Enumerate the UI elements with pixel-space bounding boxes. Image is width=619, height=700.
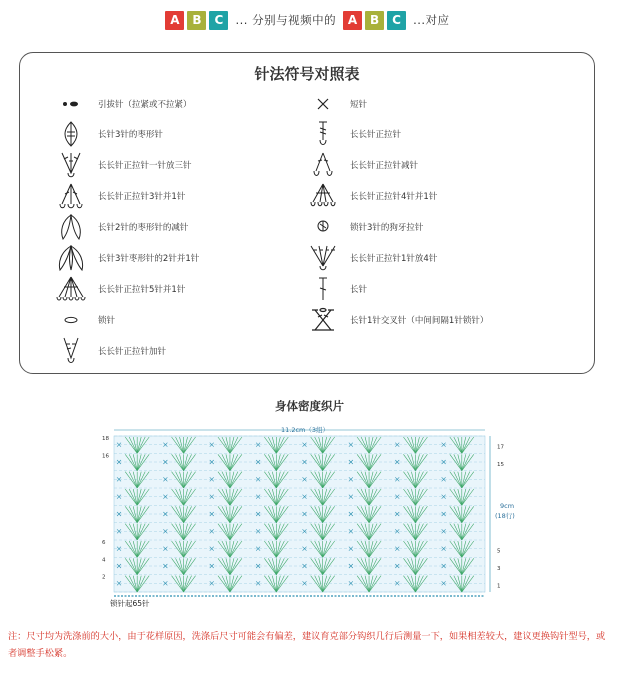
row-number-right: 15 bbox=[497, 462, 504, 468]
row-number-right: 5 bbox=[497, 548, 501, 555]
symbol-row-right-4 bbox=[310, 212, 423, 242]
crossed-dc-icon bbox=[310, 305, 336, 335]
fpdc-3inc-icon bbox=[58, 150, 84, 180]
label-box-b-video: B bbox=[365, 11, 384, 30]
label-box-c-video: C bbox=[387, 11, 406, 30]
dc3-puff-2tog-icon bbox=[58, 243, 84, 273]
symbol-row-left-1 bbox=[58, 119, 163, 149]
symbol-row-right-1 bbox=[310, 119, 401, 149]
label-box-c: C bbox=[209, 11, 228, 30]
symbol-label: 长针2针的枣形针的减针 bbox=[98, 223, 189, 233]
height-label-line2: (18行) bbox=[495, 512, 515, 520]
symbol-label: 锁针3针的狗牙拉针 bbox=[350, 223, 424, 233]
fptr-4tog-icon bbox=[310, 181, 336, 211]
fptr-icon bbox=[310, 119, 336, 149]
symbol-row-left-8 bbox=[58, 336, 166, 366]
row-number-left: 2 bbox=[102, 574, 106, 581]
dc3-puff-icon bbox=[58, 119, 84, 149]
symbol-row-left-4 bbox=[58, 212, 188, 242]
fptr-5tog-icon bbox=[58, 274, 84, 304]
symbol-row-right-7 bbox=[310, 305, 488, 335]
symbol-row-left-6 bbox=[58, 274, 185, 304]
label-box-b: B bbox=[187, 11, 206, 30]
symbol-row-left-7 bbox=[58, 305, 115, 335]
symbol-label: 长长针正拉针3针并1针 bbox=[98, 192, 186, 202]
symbol-row-left-0 bbox=[58, 89, 192, 119]
width-label: 11.2cm（3组） bbox=[280, 426, 330, 434]
swatch-chart bbox=[100, 424, 530, 610]
chain3-picot-icon bbox=[310, 212, 336, 242]
symbol-label: 长长针正拉针加针 bbox=[98, 347, 167, 357]
symbol-label: 长长针正拉针1针放4针 bbox=[350, 254, 438, 264]
symbol-label: 长长针正拉针 bbox=[350, 130, 402, 140]
legend-text-end: ...对应 bbox=[413, 13, 450, 27]
symbol-label: 长针3针的枣形针 bbox=[98, 130, 163, 140]
row-number-left: 18 bbox=[102, 436, 109, 442]
symbol-row-right-5 bbox=[310, 243, 437, 273]
washing-note: 注：尺寸均为洗涤前的大小，由于花样原因，洗涤后尺寸可能会有偏差，建议育克部分钩织几行后测量一下，如果相差较大，建议更换钩针型号，或者调整手松紧。 bbox=[8, 631, 606, 659]
symbol-label: 长长针正拉针一针放三针 bbox=[98, 161, 192, 171]
single-crochet-icon bbox=[310, 89, 336, 119]
row-number-left: 6 bbox=[102, 540, 106, 546]
fptr-dec-icon bbox=[310, 150, 336, 180]
symbol-row-right-0 bbox=[310, 89, 367, 119]
label-box-a-video: A bbox=[343, 11, 362, 30]
symbol-label: 锁针 bbox=[98, 316, 116, 326]
fptr-inc-icon bbox=[58, 336, 84, 366]
symbol-label: 引拔针（拉紧或不拉紧） bbox=[98, 100, 192, 110]
symbol-label: 长针3针枣形针的2针并1针 bbox=[98, 254, 200, 264]
fptr-1-to-4-icon bbox=[310, 243, 336, 273]
stitch-symbol-panel bbox=[19, 52, 595, 374]
row-number-left: 4 bbox=[102, 557, 106, 564]
label-box-a: A bbox=[165, 11, 184, 30]
symbol-label: 长针 bbox=[350, 285, 368, 295]
symbol-label: 长针1针交叉针（中间间隔1针锁针） bbox=[350, 316, 489, 326]
dc2-puff-dec-icon bbox=[58, 212, 84, 242]
color-legend-line bbox=[0, 8, 619, 32]
symbol-label: 长长针正拉针4针并1针 bbox=[350, 192, 438, 202]
symbol-label: 长长针正拉针5针并1针 bbox=[98, 285, 186, 295]
height-label-line1: 9cm bbox=[500, 502, 515, 510]
row-number-right: 3 bbox=[497, 566, 501, 572]
row-number-left: 16 bbox=[102, 453, 109, 460]
slip-stitch-icon bbox=[58, 89, 84, 119]
symbol-row-left-2 bbox=[58, 150, 192, 180]
legend-text-middle: ... 分别与视频中的 bbox=[235, 13, 337, 27]
row-number-right: 17 bbox=[497, 444, 504, 451]
symbol-row-left-3 bbox=[58, 181, 185, 211]
swatch-chart-svg bbox=[100, 424, 530, 610]
double-crochet-icon bbox=[310, 274, 336, 304]
chain-icon bbox=[58, 305, 84, 335]
symbol-row-right-3 bbox=[310, 181, 437, 211]
symbol-row-left-5 bbox=[58, 243, 199, 273]
symbol-row-right-2 bbox=[310, 150, 418, 180]
panel-title: 针法符号对照表 bbox=[254, 65, 360, 83]
symbol-label: 短针 bbox=[350, 100, 368, 110]
swatch-chart-title: 身体密度织片 bbox=[275, 399, 344, 413]
row-number-right: 1 bbox=[497, 583, 501, 590]
fptr-3tog-icon bbox=[58, 181, 84, 211]
chain-start-label: 锁针起65针 bbox=[110, 599, 150, 608]
swatch-grid bbox=[102, 430, 504, 596]
symbol-label: 长长针正拉针减针 bbox=[350, 161, 419, 171]
symbol-row-right-6 bbox=[310, 274, 367, 304]
